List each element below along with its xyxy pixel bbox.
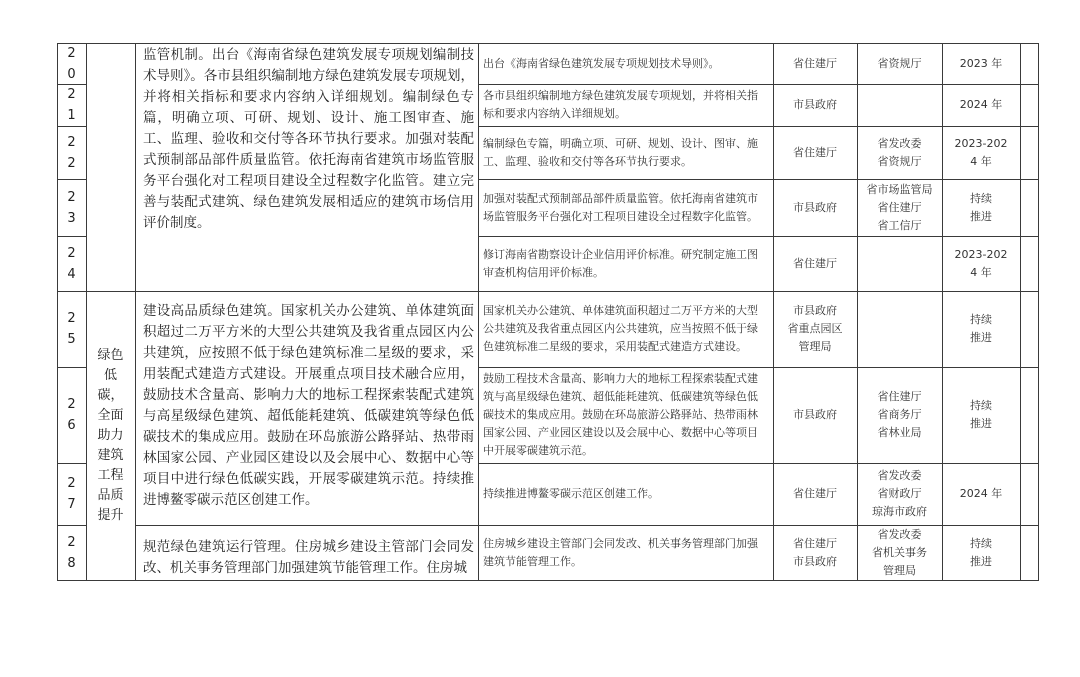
task-detail: 编制绿色专篇，明确立项、可研、规划、设计、图审、施工、监理、验收和交付等各环节执行要求。 [483,136,758,168]
task-detail: 住房城乡建设主管部门会同发改、机关事务管理部门加强建筑节能管理工作。 [483,537,758,568]
measure-text-operation: 规范绿色建筑运行管理。住房城乡建设主管部门会同发改、机关事务管理部门加强建筑节能管理工作。住房城 [143,539,474,576]
cooperating-department: 省资规厅 [877,56,922,70]
category-label-green-low-carbon [86,291,135,581]
table-hline [57,525,86,526]
task-detail: 修订海南省勘察设计企业信用评价标准。研究制定施工图审查机构信用评价标准。 [483,247,758,279]
table-hline [57,291,86,292]
cooperating-department: 省住建厅 省商务厅 省林业局 [877,390,922,439]
cooperating-department [857,84,942,126]
completion-time: 持续 推进 [970,313,992,344]
task-detail: 持续推进博鳌零碳示范区创建工作。 [483,487,659,500]
completion-time: 2023 年 [959,56,1003,70]
task-detail: 出台《海南省绿色建筑发展专项规划技术导则》。 [483,56,720,70]
cooperating-department [857,291,942,367]
completion-time: 持续 推进 [970,537,992,568]
table-hline [478,291,1039,292]
table-hline [478,179,1039,180]
row-number: 26 [67,397,76,433]
lead-department: 市县政府 省重点园区 管理局 [787,304,843,353]
table-vline [135,43,136,581]
table-hline [478,236,1039,237]
table-hline [57,126,86,127]
table-hline [478,126,1039,127]
table-hline [57,580,1039,581]
table-hline [57,367,86,368]
table-vline [86,43,87,581]
lead-department: 市县政府 [793,98,837,111]
table-hline [478,367,1039,368]
table-hline [135,291,478,292]
row-number: 21 [67,87,76,123]
lead-department: 省住建厅 市县政府 [793,537,837,568]
lead-department: 省住建厅 [793,56,837,70]
table-hline [57,179,86,180]
table-vline [1038,43,1039,581]
table-hline [57,84,86,85]
table-vline [773,43,774,581]
cooperating-department: 省市场监管局 省住建厅 省工信厅 [866,182,933,232]
completion-time: 2023-202 4 年 [954,136,1008,168]
table-hline [57,463,86,464]
table-vline [478,43,479,581]
row-number: 28 [67,535,76,571]
task-detail: 各市县组织编制地方绿色建筑发展专项规划，并将相关指标和要求内容纳入详细规划。 [483,89,758,120]
table-hline [478,463,1039,464]
table-hline [478,84,1039,85]
row-number: 20 [67,45,76,82]
row-number: 22 [67,134,76,171]
row-number: 25 [67,311,76,347]
completion-time: 2023-202 4 年 [954,247,1008,279]
cooperating-department: 省发改委 省机关事务 管理局 [872,528,927,577]
completion-time: 2024 年 [959,487,1003,500]
table-vline [1020,43,1021,581]
task-detail: 鼓励工程技术含量高、影响力大的地标工程探索装配式建筑与高星级绿色建筑、超低能耗建筑、低碳建筑等绿色低碳技术的集成应用。鼓励在环岛旅游公路驿站、热带雨林国家公园、产业园区建设以及会展中心、数据中心等项目中开展零碳建筑示范。 [483,372,758,457]
task-detail: 加强对装配式预制部品部件质量监管。依托海南省建筑市场监管服务平台强化对工程项目建设全过程数字化监管。 [483,191,758,223]
task-table [57,43,1039,581]
row-number: 23 [67,189,76,226]
completion-time: 持续 推进 [970,399,992,430]
lead-department: 市县政府 [793,200,837,214]
table-vline [942,43,943,581]
category-label-text: 绿色低碳，全面助力建筑工程品质提升 [97,348,124,523]
table-hline [57,43,1039,44]
cooperating-department: 省发改委 省资规厅 [877,136,922,168]
table-hline [135,525,478,526]
cooperating-department: 省发改委 省财政厅 琼海市政府 [872,469,927,518]
task-detail: 国家机关办公建筑、单体建筑面积超过二万平方米的大型公共建筑及我省重点园区内公共建筑，应当按照不低于绿色建筑标准二星级的要求，采用装配式建造方式建设。 [483,304,758,353]
lead-department: 市县政府 [793,408,837,421]
table-vline [57,43,58,581]
table-hline [86,291,135,292]
measure-text-high-quality: 建设高品质绿色建筑。国家机关办公建筑、单体建筑面积超过二万平方米的大型公共建筑及我省重点园区内公共建筑，应按照不低于绿色建筑标准二星级的要求，采用装配式建造方式建设。开展重点项目技术融合应用，鼓励技术含量高、影响力大的地标工程探索装配式建筑与高星级绿色建筑、超低能耗建筑、低碳建筑等绿色低碳技术的集成应用。鼓励在环岛旅游公路驿站、热带雨林国家公园、产业园区建设以及会展中心、数据中心等项目中进行绿色低碳实践，开展零碳建筑示范。持续推进博鳌零碳示范区创建工作。 [143,303,474,508]
measure-text-supervision: 监管机制。出台《海南省绿色建筑发展专项规划编制技术导则》。各市县组织编制地方绿色建筑发展专项规划，并将相关指标和要求内容纳入详细规划。编制绿色专篇，明确立项、可研、规划、设计、施工图审查、施工、监理、验收和交付等各环节执行要求。加强对装配式预制部品部件质量监管。依托海南省建筑市场监管服务平台强化对工程项目建设全过程数字化监管。建立完善与装配式建筑、绿色建筑发展相适应的建筑市场信用评价制度。 [143,47,474,231]
cooperating-department [857,236,942,291]
completion-time: 持续 推进 [970,191,992,223]
completion-time: 2024 年 [959,98,1003,111]
table-hline [57,236,86,237]
table-hline [478,525,1039,526]
lead-department: 省住建厅 [793,145,837,159]
table-vline [857,43,858,581]
row-number: 27 [67,476,76,512]
lead-department: 省住建厅 [793,256,837,270]
row-number: 24 [67,245,76,282]
lead-department: 省住建厅 [793,487,837,500]
